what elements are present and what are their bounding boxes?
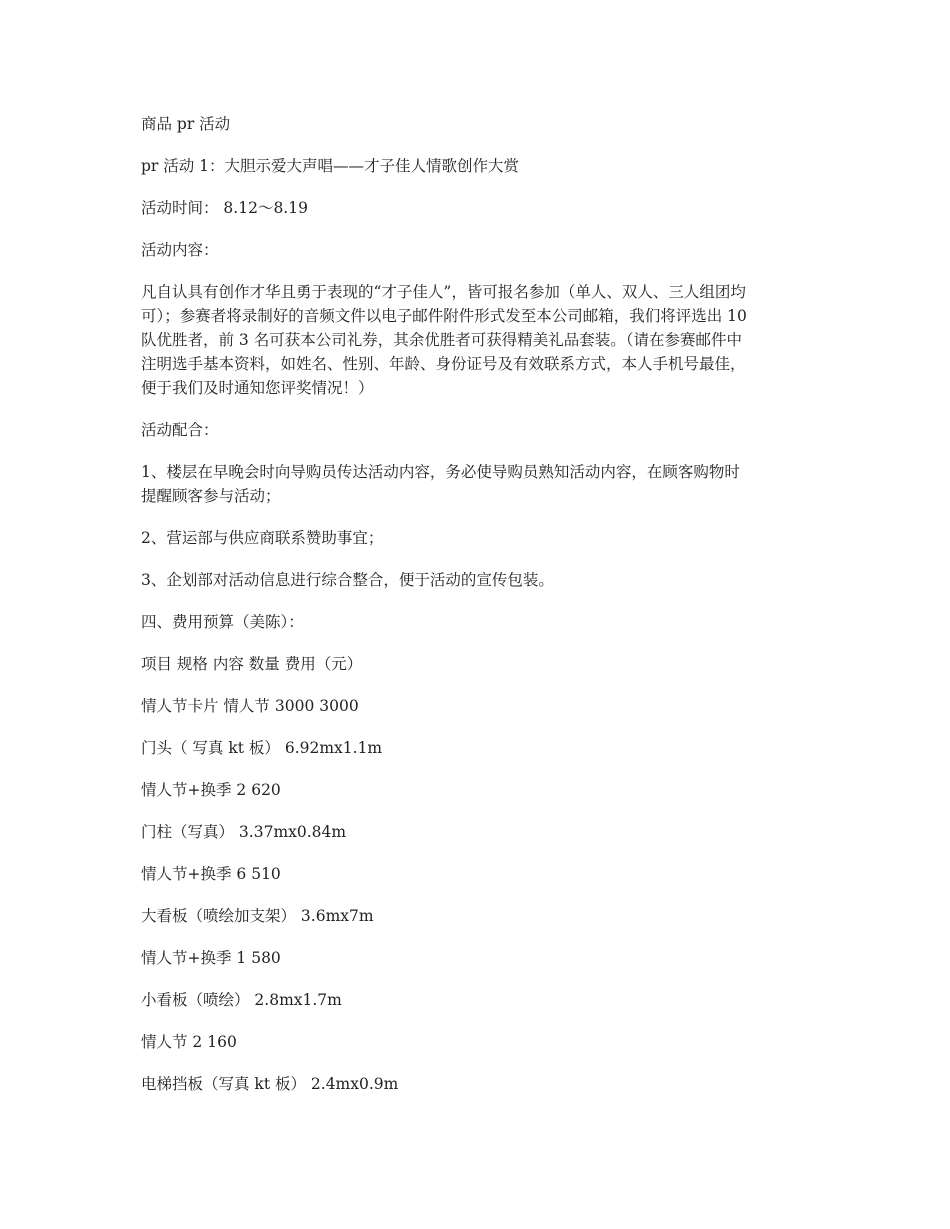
cooperation-item-3: 3、企划部对活动信息进行综合整合，便于活动的宣传包装。 <box>141 571 554 589</box>
document-body <box>141 112 811 1096</box>
doc-title: 商品 pr 活动 <box>141 115 231 133</box>
paragraph-line: 提醒顾客参与活动； <box>141 487 281 505</box>
paragraph-line: 1、楼层在早晚会时向导购员传达活动内容，务必使导购员熟知活动内容，在顾客购物时 <box>141 463 740 481</box>
budget-line: 情人节 2 160 <box>141 1033 237 1051</box>
budget-line: 小看板（喷绘） 2.8mx1.7m <box>141 991 342 1009</box>
activity-content-paragraph <box>141 280 811 400</box>
paragraph-line: 凡自认具有创作才华且勇于表现的“才子佳人”，皆可报名参加（单人、双人、三人组团均 <box>141 283 746 301</box>
budget-line: 电梯挡板（写真 kt 板） 2.4mx0.9m <box>141 1075 399 1093</box>
cooperation-heading: 活动配合： <box>141 421 219 439</box>
budget-line: 门头（ 写真 kt 板） 6.92mx1.1m <box>141 739 383 757</box>
budget-line: 大看板（喷绘加支架） 3.6mx7m <box>141 907 374 925</box>
budget-line: 项目 规格 内容 数量 费用（元） <box>141 655 363 673</box>
paragraph-line: 便于我们及时通知您评奖情况！） <box>141 379 374 397</box>
paragraph-line: 可）；参赛者将录制好的音频文件以电子邮件附件形式发至本公司邮箱，我们将评选出 10 <box>141 307 747 325</box>
activity-title: pr 活动 1：大胆示爱大声唱——才子佳人情歌创作大赏 <box>141 157 520 175</box>
budget-line: 情人节+换季 6 510 <box>141 865 281 883</box>
activity-content-heading: 活动内容： <box>141 241 219 259</box>
activity-time: 活动时间： 8.12～8.19 <box>141 199 308 217</box>
budget-heading: 四、费用预算（美陈）： <box>141 613 304 631</box>
cooperation-item-2: 2、营运部与供应商联系赞助事宜； <box>141 529 384 547</box>
paragraph-line: 注明选手基本资料，如姓名、性别、年龄、身份证号及有效联系方式，本人手机号最佳， <box>141 355 746 373</box>
budget-line: 情人节卡片 情人节 3000 3000 <box>141 697 359 715</box>
budget-line: 情人节+换季 2 620 <box>141 781 281 799</box>
budget-line: 情人节+换季 1 580 <box>141 949 281 967</box>
cooperation-item-1 <box>141 460 811 508</box>
paragraph-line: 队优胜者，前 3 名可获本公司礼券，其余优胜者可获得精美礼品套装。（请在参赛邮件中 <box>141 331 742 349</box>
budget-line: 门柱（写真） 3.37mx0.84m <box>141 823 347 841</box>
